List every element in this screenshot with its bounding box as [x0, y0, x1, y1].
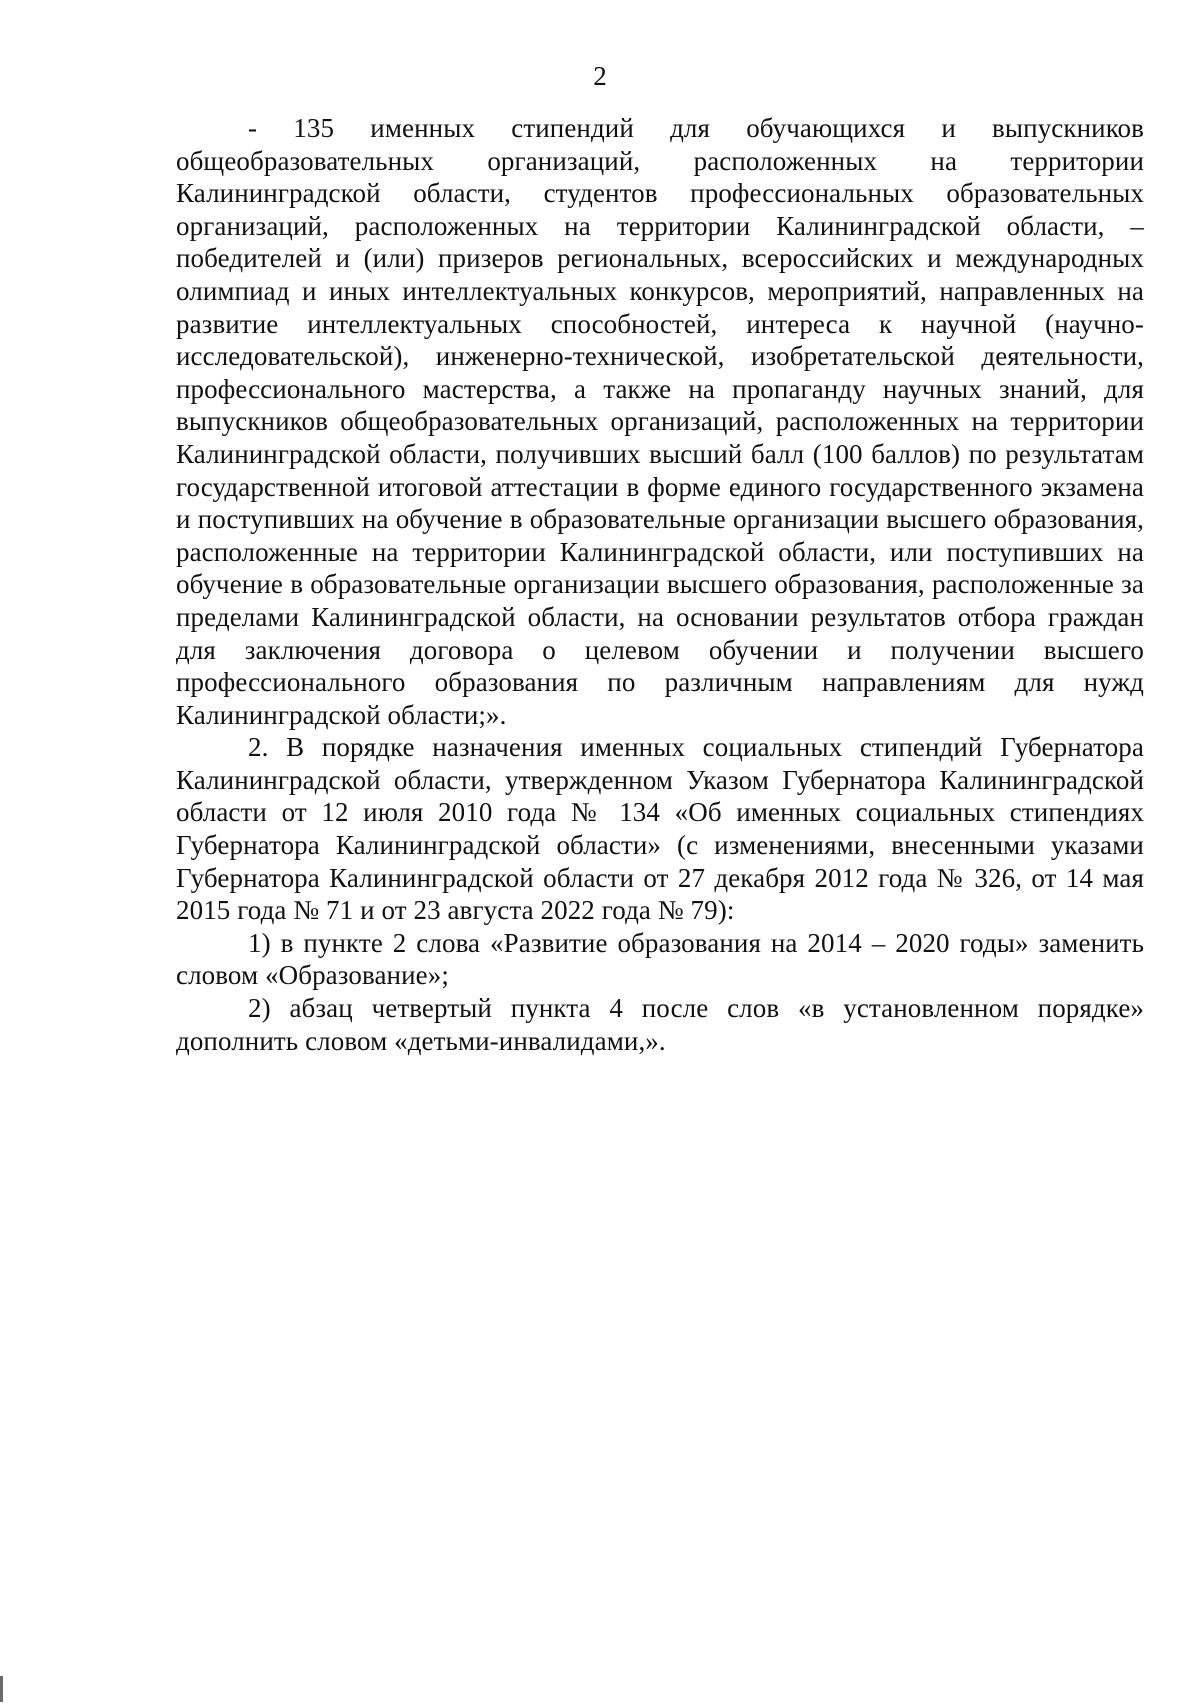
paragraph-subitem-1: 1) в пункте 2 слова «Развитие образования на 2014 – 2020 годы» заменить словом «Образование»; [176, 927, 1144, 991]
paragraph-item-2: 2. В порядке назначения именных социальных стипендий Губернатора Калининградской области, утвержденном Указом Губернатора Калининградской области от 12 июля 2010 года № 134 «Об именных социальных стипендиях Губернатора Калининградской области» (с изменениями, внесенными указами Губернатора Калининградской области от 27 декабря 2012 года № 326, от 14 мая 2015 года № 71 и от 23 августа 2022 года № 79): [176, 732, 1144, 926]
page-number: 2 [593, 61, 607, 91]
document-body [176, 112, 1144, 1057]
paragraph-subitem-2: 2) абзац четвертый пункта 4 после слов «в установленном порядке» дополнить словом «детьми-инвалидами,». [176, 993, 1144, 1056]
paragraph-scholarships-135: - 135 именных стипендий для обучающихся и выпускников общеобразовательных организаций, расположенных на территории Калининградской области, студентов профессиональных образовательных организаций, расположенных на территории Калининградской области, – победителей и (или) призеров региональных, всероссийских и международных олимпиад и иных интеллектуальных конкурсов, мероприятий, направленных на развитие интеллектуальных способностей, интереса к научной (научно-исследовательской), инженерно-технической, изобретательской деятельности, профессионального мастерства, а также на пропаганду научных знаний, для выпускников общеобразовательных организаций, расположенных на территории Калининградской области, получивших высший балл (100 баллов) по результатам государственной итоговой аттестации в форме единого государственного экзамена и поступивших на обучение в образовательные организации высшего образования, расположенные на территории Калининградской области, или поступивших на обучение в образовательные организации высшего образования, расположенные за пределами Калининградской области, на основании результатов отбора граждан для заключения договора о целевом обучении и получении высшего профессионального образования по различным направлениям для нужд Калининградской области;». [176, 113, 1144, 730]
scan-edge-mark [0, 1676, 3, 1702]
